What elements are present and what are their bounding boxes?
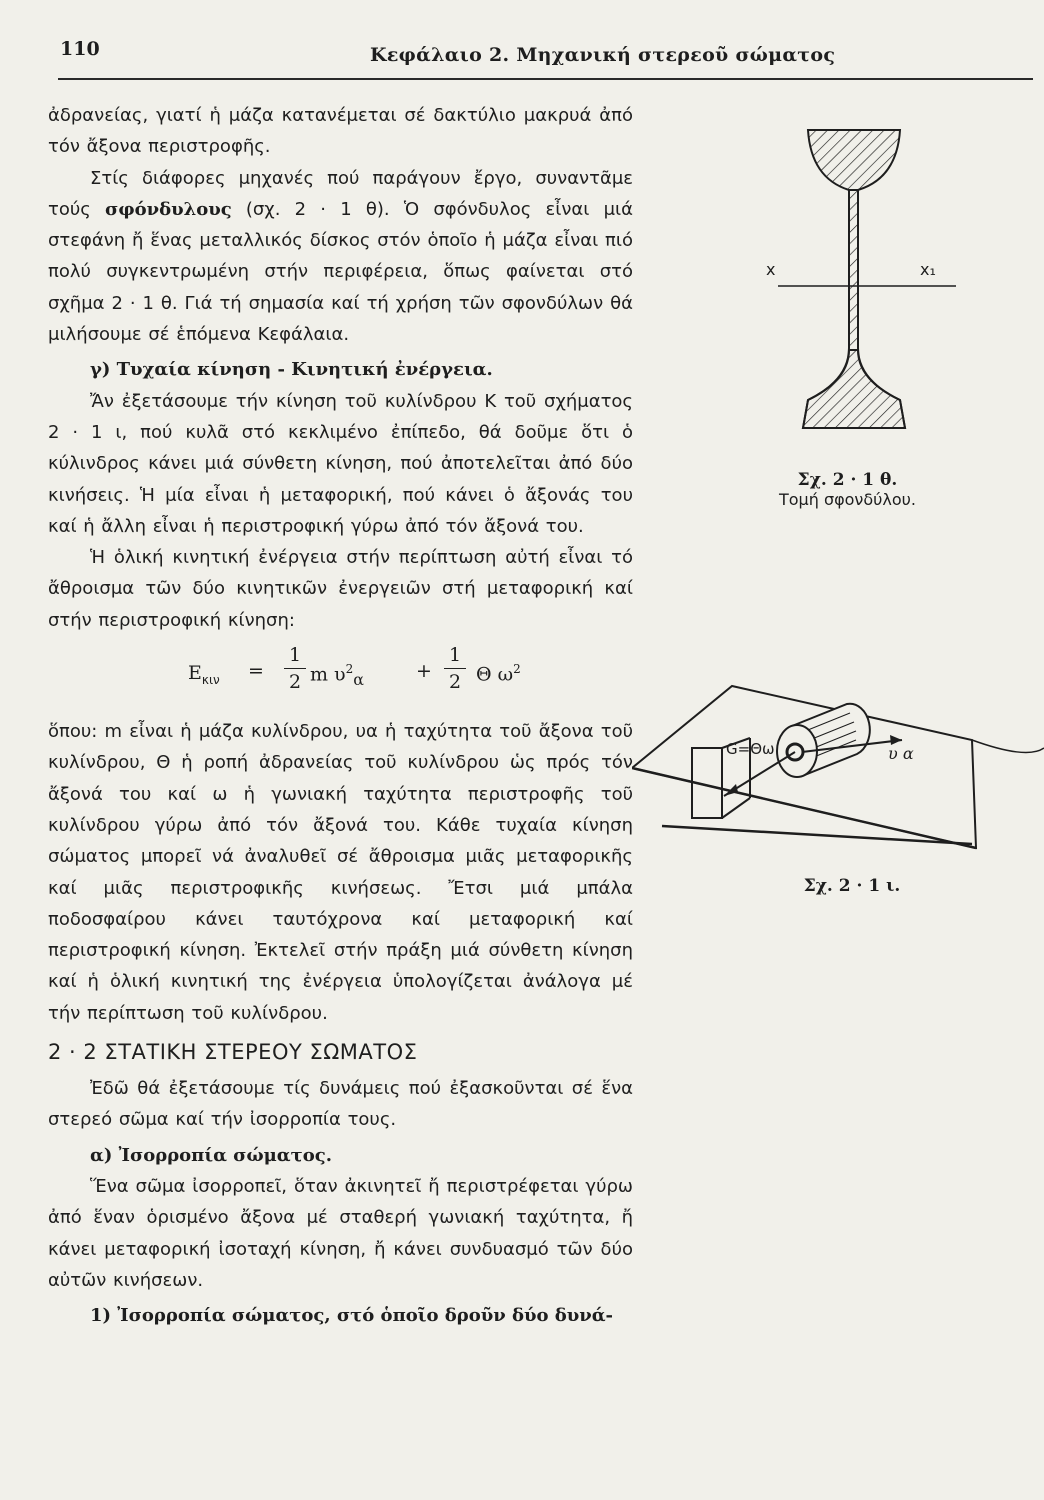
- figure-flywheel: [760, 118, 1000, 523]
- flywheel-web-hatch: [849, 190, 858, 348]
- flywheel-caption-title: Σχ. 2 · 1 θ.: [797, 470, 898, 490]
- equation-plus: +: [416, 660, 432, 683]
- axis-label-x1: x₁: [920, 260, 936, 279]
- flywheel-rim-bottom: [803, 350, 905, 428]
- paragraph-where: ὅπου: m εἶναι ἡ μάζα κυλίνδρου, υα ἡ ταχύτητα τοῦ ἄξονα τοῦ κυλίνδρου, Θ ἡ ροπή ἀδρανείας τοῦ κυλίνδρου ὡς πρός τόν ἄξονά του καί ω ἡ γωνιακή ταχύτητα περιστροφῆς τοῦ κυλίνδρου γύρω ἀπό τόν ἄξονά του. Κάθε τυχαία κίνηση σώματος μπορεῖ νά ἀναλυθεῖ σέ ἄθροισμα μιᾶς μεταφορικῆς καί μιᾶς περιστροφικῆς κινήσεως. Ἔτσι μιά μπάλα ποδοσφαίρου κάνει ταυτόχρονα καί μεταφορική καί περιστροφική κίνηση. Ἐκτελεῖ στήν πράξη μιά σύνθετη κίνηση καί ἡ ὁλική κινητική της ἐνέργεια ὑπολογίζεται ἀνάλογα μέ τήν περίπτωση τοῦ κυλίνδρου.: [48, 721, 633, 1024]
- cylinder-caption-title: Σχ. 2 · 1 ι.: [803, 876, 901, 896]
- paragraph-flywheel-text-a: Στίς διάφορες μηχανές πού παράγουν ἔργο, συναντᾶμε τούς: [48, 167, 633, 220]
- heading-two-forces: 1) Ἰσορροπία σώματος, στό ὁποῖο δροῦν δύο δυνά-: [90, 1305, 614, 1327]
- paragraph-cylinder-motion: Ἄν ἐξετάσουμε τήν κίνηση τοῦ κυλίνδρου Κ τοῦ σχήματος 2 · 1 ι, πού κυλᾶ στό κεκλιμένο ἐπίπεδο, θά δοῦμε ὅτι ὁ κύλινδρος κάνει μιά σύνθετη κίνηση, πού ἀποτελεῖται ἀπό δύο κινήσεις. Ἡ μία εἶναι ἡ μεταφορική, πού κάνει ὁ ἄξονάς του καί ἡ ἄλλη εἶναι ἡ περιστροφική γύρω ἀπό τόν ἄξονά του.: [48, 390, 633, 537]
- flywheel-section-drawing: [760, 118, 1000, 523]
- paragraph-equilibrium: Ἕνα σῶμα ἰσορροπεῖ, ὅταν ἀκινητεῖ ἤ περιστρέφεται γύρω ἀπό ἕναν ὁρισμένο ἄξονα μέ σταθερή γωνιακή ταχύτητα, ἤ κάνει μεταφορική ἰσοταχή κίνηση, ἤ κάνει συνδυασμό τῶν δύο αὐτῶν κινήσεων.: [48, 1175, 633, 1291]
- term-flywheels: σφόνδυλους: [105, 198, 232, 220]
- force-label: G=Θω: [726, 740, 775, 758]
- page-number: 110: [60, 38, 100, 60]
- paragraph-total-energy: Ἡ ὁλική κινητική ἐνέργεια στήν περίπτωση αὐτή εἶναι τό ἄθροισμα τῶν δύο κινητικῶν ἐνεργειῶν στή μεταφορική καί στήν περιστροφική κίνηση:: [48, 547, 633, 631]
- cylinder-caption: [792, 876, 912, 896]
- running-head: Κεφάλαιο 2. Μηχανική στερεοῦ σώματος: [370, 44, 836, 66]
- velocity-label: υ α: [888, 744, 914, 763]
- fraction-one-half-second: 1 2: [444, 642, 466, 695]
- header-rule: [58, 78, 1033, 80]
- paragraph-continuation: ἀδρανείας, γιατί ἡ μάζα κατανέμεται σέ δακτύλιο μακρυά ἀπό τόν ἄξονα περιστροφῆς.: [48, 105, 633, 158]
- paragraph-flywheel: [48, 163, 633, 351]
- heading-equilibrium: α) Ἰσορροπία σώματος.: [90, 1144, 332, 1166]
- heading-random-motion: γ) Τυχαία κίνηση - Κινητική ἐνέργεια.: [90, 359, 493, 381]
- flywheel-rim-top: [808, 130, 900, 190]
- equation-equals: =: [248, 660, 264, 683]
- paragraph-statics-intro: Ἐδῶ θά ἐξετάσουμε τίς δυνάμεις πού ἐξασκοῦνται σέ ἕνα στερεό σῶμα καί τήν ἰσορροπία τους.: [48, 1078, 633, 1131]
- paragraph-flywheel-text-b: (σχ. 2 · 1 θ). Ὁ σφόνδυλος εἶναι μιά στεφάνη ἤ ἕνας μεταλλικός δίσκος στόν ὁποῖο ἡ μάζα εἶναι πιό πολύ συγκεντρωμένη στήν περιφέρεια, ὅπως φαίνεται στό σχῆμα 2 · 1 θ. Γιά τή σημασία καί τή χρήση τῶν σφονδύλων θά μιλήσουμε σέ ἑπόμενα Κεφάλαια.: [48, 198, 633, 346]
- fraction-one-half-first: 1 2: [284, 642, 306, 695]
- page-header: [0, 0, 1044, 90]
- text-column: [48, 100, 633, 1331]
- figure-rolling-cylinder: [632, 668, 1044, 904]
- inclined-plane-drawing: [632, 668, 1044, 868]
- section-heading-statics: 2 · 2 ΣΤΑΤΙΚΗ ΣΤΕΡΕΟΥ ΣΩΜΑΤΟΣ: [48, 1040, 418, 1065]
- equation-lhs: $E_{\kappa\iota\nu}$: [188, 662, 220, 687]
- kinetic-energy-equation: [48, 642, 633, 706]
- axis-label-x: x: [766, 260, 776, 279]
- equation-rotational-term: Θ $\omega^2$: [476, 662, 521, 686]
- equation-translational-term: m $\upsilon^2_\alpha$: [310, 662, 364, 690]
- flywheel-caption: [760, 470, 935, 509]
- flywheel-caption-subtitle: Τομή σφονδύλου.: [778, 490, 917, 509]
